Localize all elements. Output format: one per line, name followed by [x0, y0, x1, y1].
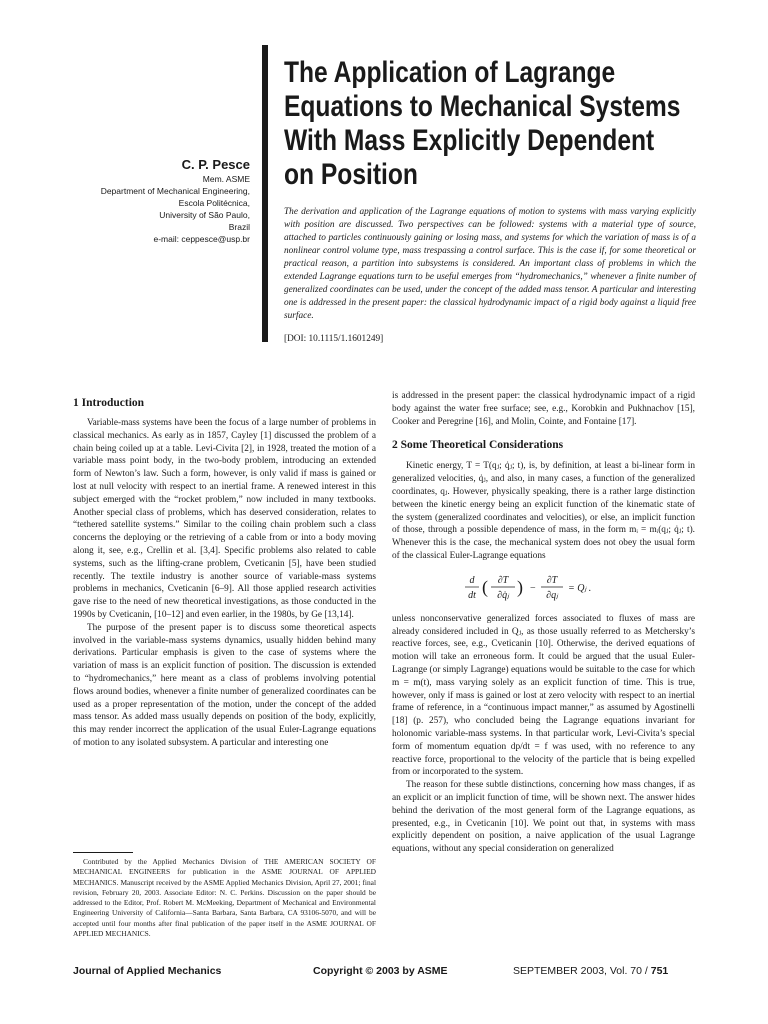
- eq-rhs: = Qⱼ .: [567, 582, 591, 594]
- title-line: The Application of Lagrange: [284, 56, 616, 89]
- section-heading-theory: 2 Some Theoretical Considerations: [392, 439, 564, 452]
- footer-issue: [513, 965, 668, 977]
- affiliation-line: Escola Politécnica,: [178, 198, 250, 208]
- paragraph: The purpose of the present paper is to discuss some theoretical aspects involved in the variable-mass systems dynamics, usually hidden behind many derivations. Particular emphasis is given to the case of systems where the variation of mass is an explicit function of position. The discussion is extended to “hydromechanics,” here meant as a class of problems involving potential flows around bodies, whenever a finite number of generalized coordinates can be used as a proper representation of the motion, under the concept of the added mass tensor. As added mass usually depends on position of the body, explicitly, this may render incorrect the application of the usual Euler-Lagrange equations of motion to any isolated subsystem. A particular and interesting one: [73, 622, 376, 748]
- eq-d: d: [469, 574, 474, 586]
- eq-dq: ∂qⱼ: [545, 589, 558, 601]
- left-column: [73, 396, 376, 750]
- eq-rparen: ): [516, 576, 523, 597]
- footer-issue-text: SEPTEMBER 2003, Vol. 70: [513, 965, 642, 977]
- footnote-rule: [73, 852, 133, 853]
- title-line: Equations to Mechanical Systems: [284, 90, 681, 123]
- paragraph: Kinetic energy, T = T(qⱼ; q̇ⱼ; t), is, by definition, at least a bi-linear form in generalized velocities, q̇ⱼ, and also, in many cases, a function of the generalized coordinates, qⱼ. However, physically speaking, there is a rather large distinction between the kinetic energy being an explicit function of the kinematic state of the system (generalized coordinates and velocities), or else, an implicit function of those, through a possible dependence of mass, in the form mᵢ = mᵢ(qⱼ; q̇ⱼ; t). Whenever this is the case, the mechanical system does not obey the usual form of the classical Euler-Lagrange equations: [392, 461, 695, 561]
- eq-dqdot: ∂q̇ⱼ: [496, 589, 509, 601]
- title-rule: [262, 45, 268, 342]
- affiliation-line: Brazil: [228, 222, 250, 232]
- paragraph: is addressed in the present paper: the classical hydrodynamic impact of a rigid body against the water free surface; see, e.g., Korobkin and Pukhnachov [15], Cooker and Peregrine [16], and Molin, Cointe, and Fontaine [17].: [392, 391, 695, 427]
- paragraph: The reason for these subtle distinctions, concerning how mass changes, if as an explicit or an implicit function of time, will be shown next. The answer hides behind the derivation of the most general form of the Lagrange equations, as presented, e.g., in Cveticanin [10]. We point out that, in systems with mass explicitly dependent on position, a naive application of the usual Lagrange equations, without any special consideration on generalized: [392, 780, 695, 855]
- doi[interactable]: [DOI: 10.1115/1.1601249]: [284, 334, 384, 344]
- author-email[interactable]: e-mail: ceppesce@usp.br: [153, 234, 250, 244]
- euler-lagrange-equation: [392, 571, 695, 605]
- affiliation-line: Mem. ASME: [202, 174, 250, 184]
- eq-minus: −: [529, 582, 536, 594]
- footnote-text: Contributed by the Applied Mechanics Division of THE AMERICAN SOCIETY OF MECHANICAL ENGINEERS for publication in the ASME JOURNAL OF APPLIED MECHANICS. Manuscript received by the ASME Applied Mechanics Division, April 27, 2001; final revision, February 20, 2003. Associate Editor: N. C. Perkins. Discussion on the paper should be addressed to the Editor, Prof. Robert M. McMeeking, Department of Mechanical and Environmental Engineering University of California—Santa Barbara, Santa Barbara, CA 93106-5070, and will be accepted until four months after final publication of the paper itself in the ASME JOURNAL OF APPLIED MECHANICS.: [73, 857, 376, 939]
- paragraph: Variable-mass systems have been the focus of a large number of problems in classical mechanics. As early as in 1857, Cayley [1] discussed the problem of a chain being coiled up at a table. Levi-Civita [2], in 1928, treated the motion of a variable mass point body, in the two-body problem, introducing an extended form of Newton’s law. Such a form, however, is only valid if mass is gained or lost at null velocity with respect to an inertial frame. A renewed interest in this subject emerged with the “rocket problem,” now included in many textbooks. Another special class of problems, which has deserved consideration, relates to “tethered satellite systems.” Similar to the coiling chain problem such a class concerns the deploying or the retrieving of a cable from or into a body moving along it, see, e.g., Crellin et al. [3,4]. Specific problems also related to cable systems, such as the lifting-crane problem, Cveticanin [5], have been studied recently. The textile industry is another source of variable-mass systems problems in mechanics, Cveticanin [6–9]. All those applied research activities gave rise to the need of new theoretical investigations, as those conducted in the 1990s by Cveticanin, [10–12] and even earlier, in the 1980s, by Ge [13,14].: [73, 418, 376, 620]
- footer-separator: /: [644, 965, 648, 977]
- page-number: 751: [650, 965, 669, 977]
- footer-journal: Journal of Applied Mechanics: [73, 965, 222, 977]
- author-block: [101, 156, 250, 245]
- affiliation-line: University of São Paulo,: [159, 210, 250, 220]
- paragraph: unless nonconservative generalized forces associated to fluxes of mass are already considered included in Qⱼ, as those usually referred to as Metchersky’s reactive forces, see, e.g., Cveticanin [10]. Otherwise, the derived equations of motion will take an erroneous form. It could be argued that the usual Euler-Lagrange (or simply Lagrange) equations would be suitable to the case for which m = m(t), mass varying solely as an explicit function of time. This is true, however, only if mass is gained or lost at zero velocity with respect to an inertial frame of reference, in a “continuous impact manner,” as assumed by Agostinelli [18] (p. 257), who concluded being the Lagrange equations invariant for holonomic variable-mass systems. In that particular work, Levi-Civita’s special form of momentum equation dp/dt = f was used, with no reference to any reactive force, proportional to the velocity of the particle that is being expelled from or incorporated to the system.: [392, 613, 695, 778]
- footnote: [73, 857, 376, 939]
- abstract: The derivation and application of the Lagrange equations of motion to systems with mass varying explicitly with position are discussed. Two perspectives can be followed: systems with a material type of source, attached to particles continuously gaining or losing mass, and systems for which the variation of mass is of a nonlinear control volume type, mass trespassing a control surface. This is the case if, for some theoretical or practical reason, a partition into subsystems is considered. An important class of problems in which the extended Lagrange equations turn to be useful emerges from “hydromechanics,” whenever a finite number of generalized coordinates can be used, under the concept of the added mass tensor. A particular and interesting one is addressed in the present paper: the classical hydrodynamic impact of a rigid body against a liquid free surface.: [284, 207, 696, 321]
- affiliation-line: Department of Mechanical Engineering,: [100, 186, 250, 196]
- title-line: With Mass Explicitly Dependent: [284, 124, 655, 157]
- paper-title: [284, 56, 681, 192]
- right-column: [392, 390, 695, 856]
- eq-dT1: ∂T: [497, 574, 508, 586]
- eq-dT2: ∂T: [546, 574, 557, 586]
- title-line: on Position: [284, 158, 418, 191]
- eq-lparen: (: [481, 576, 488, 597]
- footer-copyright: Copyright © 2003 by ASME: [313, 965, 448, 977]
- section-heading-introduction: 1 Introduction: [73, 397, 145, 409]
- author-name: C. P. Pesce: [181, 157, 250, 172]
- eq-dt: dt: [467, 589, 476, 601]
- equation-graphic: [444, 571, 644, 605]
